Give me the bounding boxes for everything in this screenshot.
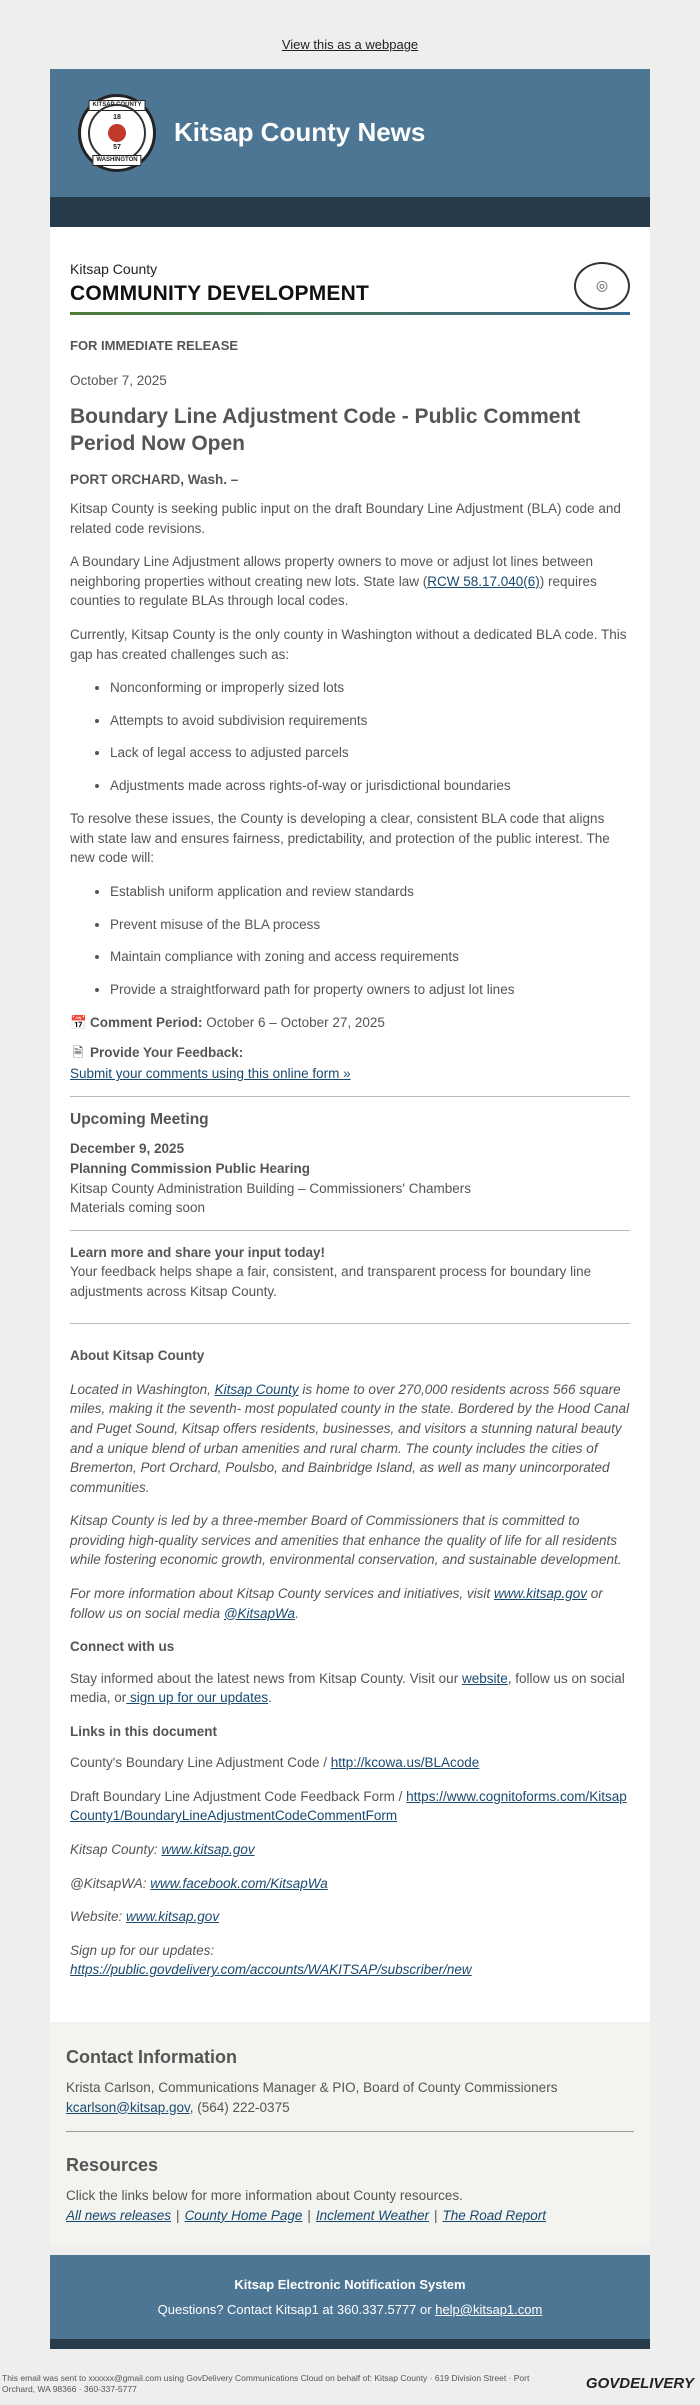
link-item (70, 1907, 630, 1927)
list-item: • Attempts to avoid subdivision requirements (110, 711, 630, 731)
bla-code-link[interactable]: http://kcowa.us/BLAcode (330, 1755, 480, 1771)
link-text: Website: (70, 1909, 127, 1925)
about-p3-before: For more information about Kitsap County services and initiatives, visit (70, 1585, 494, 1601)
contact-email-row (66, 2098, 634, 2118)
main-content (50, 227, 650, 2022)
body-paragraph-3: Currently, Kitsap County is the only county in Washington without a dedicated BLA code. This gap has created challenges such as: (70, 626, 627, 662)
website-url-link[interactable]: www.kitsap.gov (126, 1909, 220, 1925)
link-item (70, 1840, 630, 1860)
county-seal-small-icon: ◎ (574, 262, 630, 310)
about-paragraph-1 (70, 1380, 630, 1497)
website-link[interactable]: website (461, 1670, 508, 1686)
footer-text-before: Questions? Contact Kitsap1 at 360.337.5777 or (157, 2301, 436, 2317)
about-p1-before: Located in Washington, (70, 1381, 215, 1397)
link-item (70, 1874, 630, 1894)
seal-right-text: 57 (113, 143, 121, 151)
dateline: PORT ORCHARD, Wash. – (70, 471, 239, 487)
community-development-header (70, 259, 630, 310)
links-list (70, 1753, 630, 1980)
feedback-label: Provide Your Feedback: (90, 1044, 244, 1060)
about-paragraph-3 (70, 1584, 630, 1623)
resources-text: Click the links below for more information about County resources. (66, 2188, 463, 2204)
banner-band (50, 197, 650, 227)
separator: | (176, 2207, 180, 2223)
link-text: Sign up for our updates: (70, 1942, 215, 1958)
meeting-date: December 9, 2025 (70, 1141, 185, 1157)
comment-period-value: October 6 – October 27, 2025 (206, 1015, 385, 1031)
seal-left-text: 18 (113, 114, 121, 122)
spacer (50, 2245, 650, 2255)
seal-bottom-text: WASHINGTON (92, 155, 141, 166)
list-item: • Nonconforming or improperly sized lots (110, 678, 630, 698)
footer-text (60, 2298, 640, 2323)
link-item (70, 1753, 630, 1773)
footer-heading: Kitsap Electronic Notification System (234, 2277, 466, 2293)
meeting-heading: Upcoming Meeting (70, 1110, 209, 1128)
county-seal-logo (78, 94, 156, 172)
comment-period (70, 1013, 630, 1033)
kitsap-gov-link[interactable]: www.kitsap.gov (493, 1585, 587, 1601)
p2-text-after: ) requires counties to regulate BLAs through local codes. (70, 573, 597, 609)
help-email-link[interactable]: help@kitsap1.com (435, 2301, 543, 2317)
link-item (70, 1941, 630, 1980)
challenges-list (70, 678, 630, 795)
connect-text (70, 1669, 630, 1708)
facebook-link[interactable]: www.facebook.com/KitsapWa (150, 1875, 328, 1891)
release-date: October 7, 2025 (70, 373, 167, 389)
release-label: FOR IMMEDIATE RELEASE (70, 337, 239, 353)
cd-divider (70, 312, 630, 315)
meeting-materials: Materials coming soon (70, 1200, 206, 1216)
document-icon: 🗎 (72, 1044, 84, 1060)
kitsap-gov-url-link[interactable]: www.kitsap.gov (161, 1842, 255, 1858)
resources-links (66, 2206, 634, 2226)
seal-emblem-icon (108, 124, 126, 142)
about-paragraph-2: Kitsap County is led by a three-member Board of Commissioners that is committed to providing high-quality services and amenities that enhance the quality of life for all residents while fostering economic growth, environmental conservation, and sustainable development. (70, 1513, 622, 1568)
link-text: County's Boundary Line Adjustment Code / (70, 1755, 331, 1771)
link-text: @KitsapWA: (70, 1875, 151, 1891)
contact-email-link[interactable]: kcarlson@kitsap.gov (66, 2099, 190, 2115)
govdelivery-signup-link[interactable]: https://public.govdelivery.com/accounts/WAKITSAP/subscriber/new (70, 1962, 472, 1978)
about-p3-mid: or follow us on social media (70, 1585, 603, 1621)
notification-footer (50, 2255, 650, 2338)
contact-line: Krista Carlson, Communications Manager & PIO, Board of County Commissioners (66, 2079, 558, 2095)
resources-heading: Resources (66, 2155, 159, 2176)
list-item: • Provide a straightforward path for property owners to adjust lot lines (110, 980, 630, 1000)
cd-line1: Kitsap County (70, 260, 158, 277)
county-home-link[interactable]: County Home Page (184, 2207, 303, 2223)
meeting-location: Kitsap County Administration Building – Commissioners' Chambers (70, 1180, 471, 1196)
govdelivery-logo[interactable]: GOVDELIVERY (585, 2374, 694, 2392)
kitsap-county-link[interactable]: Kitsap County (214, 1381, 299, 1397)
news-releases-link[interactable]: All news releases (66, 2207, 172, 2223)
learn-text: Your feedback helps shape a fair, consistent, and transparent process for boundary line adjustments across Kitsap County. (70, 1264, 592, 1299)
road-report-link[interactable]: The Road Report (442, 2207, 547, 2223)
rcw-link[interactable]: RCW 58.17.040(6) (427, 573, 540, 589)
links-heading: Links in this document (70, 1723, 218, 1739)
calendar-icon: 📅 (70, 1015, 87, 1031)
about-p1-after: is home to over 270,000 residents across 566 square miles, making it the seventh- most populated county in the state. Bordered by the Hood Canal and Puget Sound, Kitsap offers residents, businesses, and visitors a stunning natural beauty and a unique blend of urban amenities and rural charm. The county includes the cities of Bremerton, Port Orchard, Poulsbo, and Bainbridge Island, as well as many unincorporated communities. (70, 1381, 630, 1495)
release-title: Boundary Line Adjustment Code - Public Comment Period Now Open (70, 404, 581, 456)
about-section (70, 1380, 630, 1623)
contact-phone: , (564) 222-0375 (189, 2099, 290, 2115)
goals-list (70, 882, 630, 999)
kitsapwa-link[interactable]: @KitsapWa (223, 1605, 296, 1621)
about-heading: About Kitsap County (70, 1348, 205, 1364)
divider (70, 1230, 630, 1231)
header-banner (50, 69, 650, 197)
about-p3-after: . (295, 1605, 299, 1621)
meeting-name: Planning Commission Public Hearing (70, 1160, 311, 1176)
inclement-weather-link[interactable]: Inclement Weather (315, 2207, 429, 2223)
separator: | (307, 2207, 311, 2223)
body-paragraph-4: To resolve these issues, the County is developing a clear, consistent BLA code that aligns with state law and ensures fairness, predictability, and protection of the public interest. The new code will: (70, 811, 610, 866)
list-item: • Prevent misuse of the BLA process (110, 915, 630, 935)
feedback-form-url-link[interactable]: https://www.cognitoforms.com/KitsapCounty1/BoundaryLineAdjustmentCodeCommentForm (70, 1788, 627, 1824)
comment-period-label: Comment Period: (90, 1015, 203, 1031)
view-as-webpage (0, 0, 700, 69)
divider (70, 1323, 630, 1324)
connect-mid: , follow us on social media, or (70, 1670, 625, 1706)
list-item: • Adjustments made across rights-of-way or jurisdictional boundaries (110, 776, 630, 796)
feedback-link-row (70, 1064, 630, 1084)
link-item (70, 1787, 630, 1826)
link-text: Draft Boundary Line Adjustment Code Feedback Form / (70, 1788, 407, 1804)
email-shell (50, 69, 650, 2349)
footer-band (50, 2339, 650, 2349)
contact-section (50, 2022, 650, 2245)
signup-link[interactable]: sign up for our updates (126, 1690, 269, 1706)
contact-heading: Contact Information (66, 2046, 237, 2067)
connect-after: . (268, 1690, 272, 1706)
feedback-form-link[interactable]: Submit your comments using this online form » (70, 1066, 351, 1082)
divider (66, 2131, 634, 2132)
feedback-line (70, 1043, 630, 1063)
connect-heading: Connect with us (70, 1639, 175, 1655)
view-as-webpage-link[interactable]: View this as a webpage (281, 37, 419, 52)
legal-footer (0, 2349, 700, 2405)
separator: | (433, 2207, 438, 2223)
legal-text: This email was sent to xxxxxx@gmail.com using GovDelivery Communications Cloud on behalf of: Kitsap County · 619 Division Street · Port Orchard, WA 98366 · 360-337-5777 (2, 2372, 530, 2394)
seal-inner (88, 104, 146, 162)
cd-line2: COMMUNITY DEVELOPMENT (70, 282, 369, 306)
seal-top-text: KITSAP COUNTY (89, 100, 146, 111)
body-paragraph-2 (70, 552, 630, 611)
learn-heading: Learn more and share your input today! (70, 1244, 326, 1260)
list-item: • Maintain compliance with zoning and access requirements (110, 947, 630, 967)
connect-before: Stay informed about the latest news from Kitsap County. Visit our (70, 1670, 462, 1686)
body-paragraph-1: Kitsap County is seeking public input on the draft Boundary Line Adjustment (BLA) code and related code revisions. (70, 501, 621, 536)
divider (70, 1096, 630, 1097)
list-item: • Establish uniform application and review standards (110, 882, 630, 902)
p2-text-before: A Boundary Line Adjustment allows property owners to move or adjust lot lines between neighboring properties without creating new lots. State law ( (70, 554, 594, 589)
list-item: • Lack of legal access to adjusted parcels (110, 743, 630, 763)
link-text: Kitsap County: (70, 1842, 162, 1858)
banner-title: Kitsap County News (174, 117, 426, 147)
